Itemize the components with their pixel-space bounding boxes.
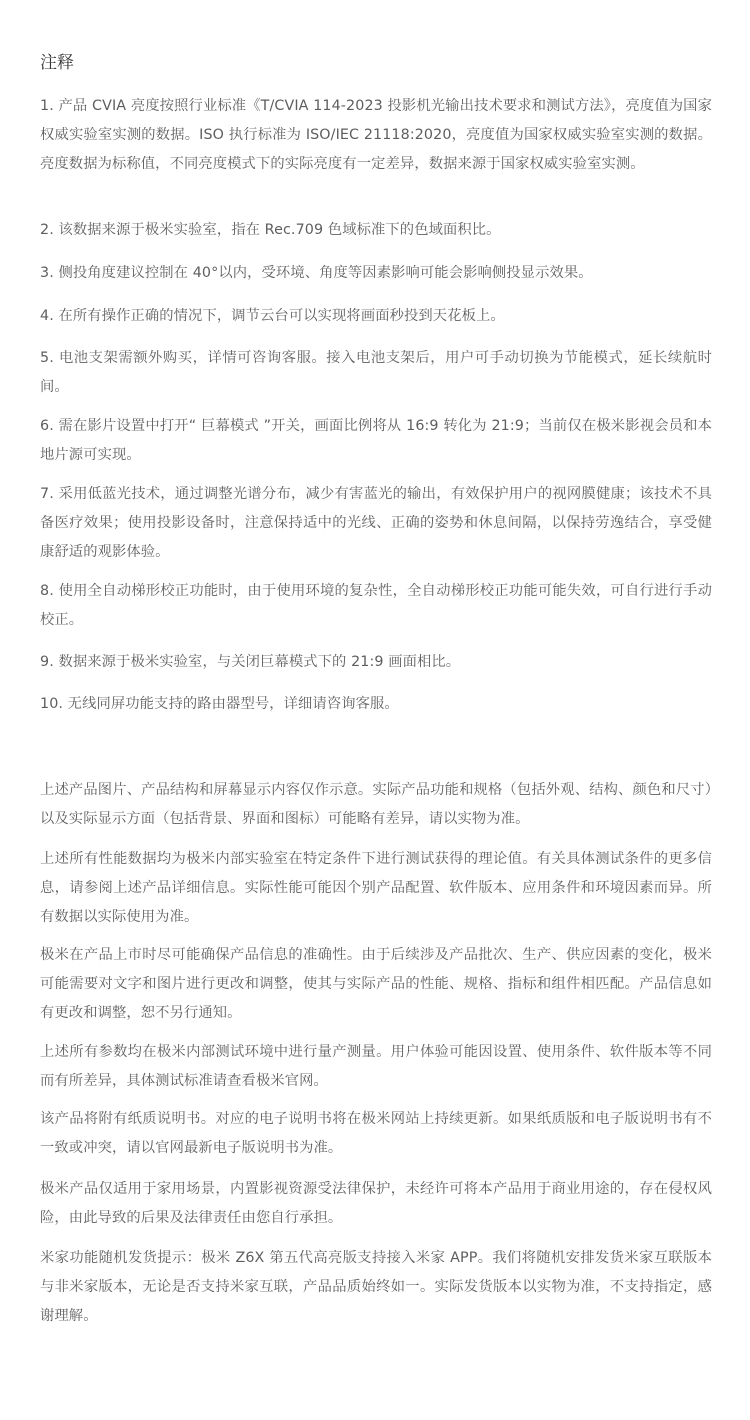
disclaimer-paragraph-2: 上述所有性能数据均为极米内部实验室在特定条件下进行测试获得的理论值。有关具体测试条件的更多信息，请参阅上述产品详细信息。实际性能可能因个别产品配置、软件版本、应用条件和环境因素而异。所有数据以实际使用为准。 <box>40 851 712 925</box>
note-item-4: 4. 在所有操作正确的情况下，调节云台可以实现将画面秒投到天花板上。 <box>40 308 505 324</box>
disclaimer-paragraph-1: 上述产品图片、产品结构和屏幕显示内容仅作示意。实际产品功能和规格（包括外观、结构、颜色和尺寸）以及实际显示方面（包括背景、界面和图标）可能略有差异，请以实物为准。 <box>40 782 712 827</box>
note-item-8: 8. 使用全自动梯形校正功能时，由于使用环境的复杂性，全自动梯形校正功能可能失效，可自行进行手动校正。 <box>40 583 712 628</box>
disclaimer-paragraph-5: 该产品将附有纸质说明书。对应的电子说明书将在极米网站上持续更新。如果纸质版和电子版说明书有不一致或冲突，请以官网最新电子版说明书为准。 <box>40 1111 712 1156</box>
disclaimer-paragraph-6: 极米产品仅适用于家用场景，内置影视资源受法律保护，未经许可将本产品用于商业用途的，存在侵权风险，由此导致的后果及法律责任由您自行承担。 <box>40 1181 712 1226</box>
note-item-7: 7. 采用低蓝光技术，通过调整光谱分布，减少有害蓝光的输出，有效保护用户的视网膜健康；该技术不具备医疗效果；使用投影设备时，注意保持适中的光线、正确的姿势和休息间隔，以保持劳逸结合，享受健康舒适的观影体验。 <box>40 486 712 560</box>
note-item-5: 5. 电池支架需额外购买，详情可咨询客服。接入电池支架后，用户可手动切换为节能模式，延长续航时间。 <box>40 350 712 395</box>
note-item-10: 10. 无线同屏功能支持的路由器型号，详细请咨询客服。 <box>40 696 399 712</box>
note-item-6: 6. 需在影片设置中打开“ 巨幕模式 ”开关，画面比例将从 16:9 转化为 21:9；当前仅在极米影视会员和本地片源可实现。 <box>40 418 712 463</box>
note-item-2: 2. 该数据来源于极米实验室，指在 Rec.709 色域标准下的色域面积比。 <box>40 222 501 238</box>
note-item-3: 3. 侧投角度建议控制在 40°以内，受环境、角度等因素影响可能会影响侧投显示效果。 <box>40 265 593 281</box>
note-item-1: 1. 产品 CVIA 亮度按照行业标准《T/CVIA 114-2023 投影机光输出技术要求和测试方法》，亮度值为国家权威实验室实测的数据。ISO 执行标准为 ISO/IEC 21118:2020，亮度值为国家权威实验室实测的数据。亮度数据为标称值，不同亮度模式下的实际亮度有一定差异，数据来源于国家权威实验室实测。 <box>40 98 712 172</box>
note-item-9: 9. 数据来源于极米实验室，与关闭巨幕模式下的 21:9 画面相比。 <box>40 654 461 670</box>
notes-title: 注释 <box>40 53 74 73</box>
disclaimer-paragraph-3: 极米在产品上市时尽可能确保产品信息的准确性。由于后续涉及产品批次、生产、供应因素的变化，极米可能需要对文字和图片进行更改和调整，使其与实际产品的性能、规格、指标和组件相匹配。产品信息如有更改和调整，恕不另行通知。 <box>40 947 712 1021</box>
disclaimer-paragraph-4: 上述所有参数均在极米内部测试环境中进行量产测量。用户体验可能因设置、使用条件、软件版本等不同而有所差异，具体测试标准请查看极米官网。 <box>40 1044 712 1089</box>
disclaimer-paragraph-7: 米家功能随机发货提示：极米 Z6X 第五代高亮版支持接入米家 APP。我们将随机安排发货米家互联版本与非米家版本，无论是否支持米家互联，产品品质始终如一。实际发货版本以实物为准，不支持指定，感谢理解。 <box>40 1250 712 1324</box>
